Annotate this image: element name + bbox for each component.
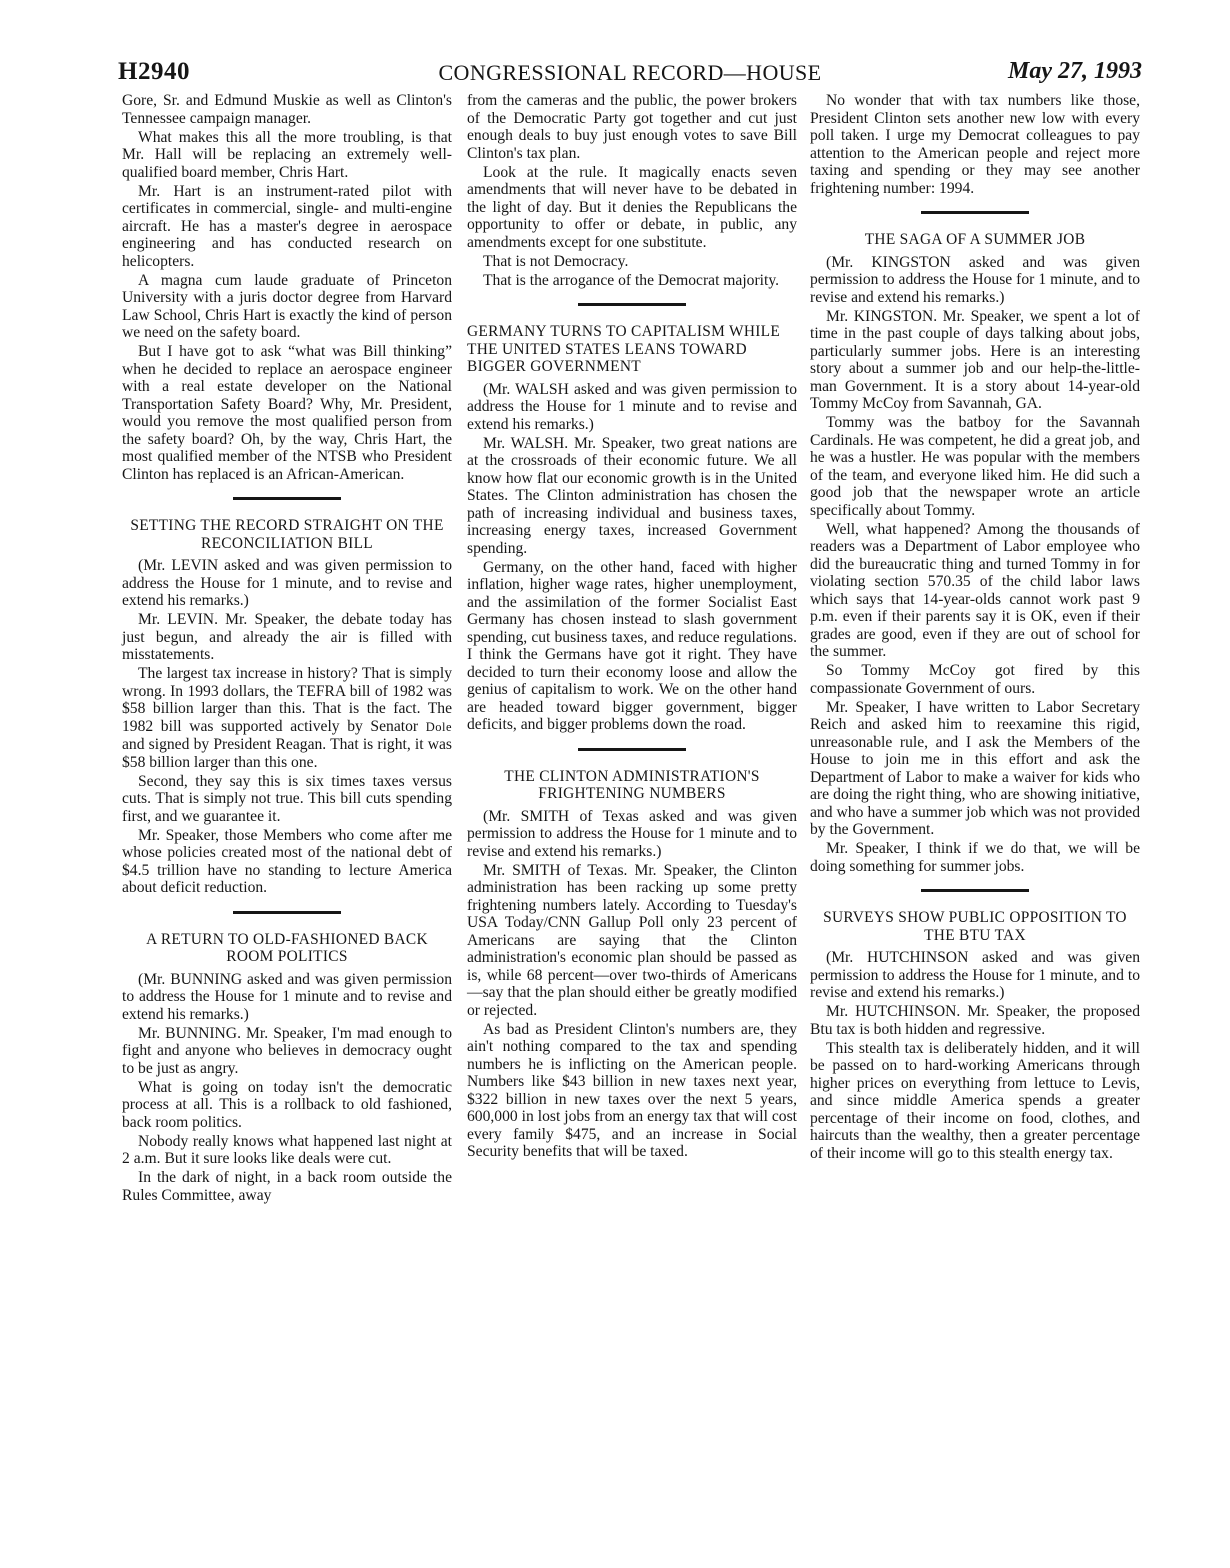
paragraph: In the dark of night, in a back room outside the Rules Committee, away bbox=[122, 1169, 452, 1204]
paragraph: Nobody really knows what happened last night at 2 a.m. But it sure looks like deals were cut. bbox=[122, 1132, 452, 1167]
page-header bbox=[118, 58, 1142, 88]
paragraph: That is not Democracy. bbox=[483, 252, 629, 270]
paragraph: (Mr. WALSH asked and was given permission to address the House for 1 minute and to revise and extend his remarks.) bbox=[467, 380, 797, 433]
paragraph: Look at the rule. It magically enacts seven amendments that will never have to be debated in the light of day. But it denies the Republicans the opportunity to offer or debate, in public, any amendments except for one substitute. bbox=[467, 163, 797, 251]
paragraph: Mr. KINGSTON. Mr. Speaker, we spent a lot of time in the past couple of days talking about jobs, particularly summer jobs. Here is an interesting story about a summer job and our help-the-little-man Government. It is a story about 14-year-old Tommy McCoy from Savannah, GA. bbox=[810, 307, 1140, 412]
section-heading: GERMANY TURNS TO CAPITALISM WHILE THE UNITED STATES LEANS TOWARD BIGGER GOVERNMENT bbox=[467, 323, 781, 375]
paragraph: Mr. WALSH. Mr. Speaker, two great nations are at the crossroads of their economic future. We all know how flat our economic growth is in the United States. The Clinton administration has chosen the path of increasing individual and business taxes, increasing energy taxes, increased Government spending. bbox=[467, 434, 797, 557]
paragraph: Mr. BUNNING. Mr. Speaker, I'm mad enough to fight and anyone who believes in democracy ought to be just as angry. bbox=[122, 1024, 452, 1077]
issue-date: May 27, 1993 bbox=[1008, 58, 1142, 84]
section-heading: THE CLINTON ADMINISTRATION'S FRIGHTENING NUMBERS bbox=[504, 767, 760, 802]
section-divider bbox=[578, 303, 686, 306]
paragraph: Well, what happened? Among the thousands of readers was a Department of Labor employee who did the bureaucratic thing and turned Tommy in for violating section 570.35 of the child labor laws which says that 14-year-olds cannot work past 9 p.m. even if their parents say it is OK, even if their grades are good, even if they are out of school for the summer. bbox=[810, 520, 1140, 660]
paragraph: What makes this all the more troubling, is that Mr. Hall will be replacing an extremely well-qualified board member, Chris Hart. bbox=[122, 128, 452, 181]
paragraph: This stealth tax is deliberately hidden, and it will be passed on to hard-working Americans through higher prices on everything from lettuce to Levis, and since middle America spends a greater percentage of their income on food, clothes, and haircuts than the wealthy, then a greater percentage of their income will go to this stealth energy tax. bbox=[810, 1039, 1140, 1162]
paragraph: What is going on today isn't the democratic process at all. This is a rollback to old fashioned, back room politics. bbox=[122, 1078, 452, 1131]
section-heading: SETTING THE RECORD STRAIGHT ON THE RECONCILIATION BILL bbox=[130, 517, 444, 552]
column-1 bbox=[122, 92, 452, 1206]
paragraph: (Mr. BUNNING asked and was given permission to address the House for 1 minute and to revise and extend his remarks.) bbox=[122, 970, 452, 1023]
paragraph: (Mr. KINGSTON asked and was given permission to address the House for 1 minute, and to revise and extend his remarks.) bbox=[810, 253, 1140, 306]
page-number: H2940 bbox=[118, 58, 190, 85]
section-heading: THE SAGA OF A SUMMER JOB bbox=[864, 231, 1086, 248]
paragraph bbox=[122, 665, 452, 771]
paragraph: Mr. Speaker, those Members who come after me whose policies created most of the national debt of $4.5 trillion have no standing to lecture America about deficit reduction. bbox=[122, 826, 452, 896]
column-2 bbox=[467, 92, 797, 1162]
section-heading: A RETURN TO OLD-FASHIONED BACK ROOM POLITICS bbox=[146, 930, 428, 965]
paragraph: Mr. Speaker, I think if we do that, we will be doing something for summer jobs. bbox=[810, 840, 1140, 875]
column-3 bbox=[810, 92, 1140, 1164]
paragraph: No wonder that with tax numbers like those, President Clinton sets another new low with every poll taken. I urge my Democrat colleagues to pay attention to the American people and reject more taxing and spending or they may see another frightening number: 1994. bbox=[810, 92, 1140, 197]
paragraph: So Tommy McCoy got fired by this compassionate Government of ours. bbox=[810, 662, 1140, 697]
paragraph: Germany, on the other hand, faced with higher inflation, higher wage rates, higher unemployment, and the assimilation of the former Socialist East Germany has chosen instead to slash government spending, cut business taxes, and reduce regulations. I think the Germans have got it right. They have decided to turn their economy loose and allow the genius of capitalism to work. We on the other hand are headed toward bigger government, bigger deficits, and bigger problems down the road. bbox=[467, 558, 797, 733]
text-run: The largest tax increase in history? That is simply wrong. In 1993 dollars, the TEFRA bill of 1982 was $58 billion larger than this. That is the fact. The 1982 bill was supported actively by Senator bbox=[122, 665, 452, 735]
section-heading: SURVEYS SHOW PUBLIC OPPOSITION TO THE BTU TAX bbox=[823, 909, 1127, 944]
paragraph: Second, they say this is six times taxes versus cuts. That is simply not true. This bill cuts spending first, and we guarantee it. bbox=[122, 772, 452, 825]
section-divider bbox=[578, 748, 686, 751]
paragraph: (Mr. HUTCHINSON asked and was given permission to address the House for 1 minute, and to revise and extend his remarks.) bbox=[810, 949, 1140, 1001]
paragraph: But I have got to ask “what was Bill thinking” when he decided to replace an aerospace engineer with a real estate developer on the National Transportation Safety Board? Why, Mr. President, would you remove the most qualified person from the safety board? Oh, by the way, Chris Hart, the most qualified member of the NTSB who President Clinton has replaced is an African-American. bbox=[122, 343, 452, 483]
senator-name: Dole bbox=[425, 719, 452, 734]
publication-title: CONGRESSIONAL RECORD—HOUSE bbox=[438, 60, 822, 85]
paragraph: Mr. LEVIN. Mr. Speaker, the debate today has just begun, and already the air is filled with misstatements. bbox=[122, 611, 452, 663]
paragraph: (Mr. SMITH of Texas asked and was given permission to address the House for 1 minute and to revise and extend his remarks.) bbox=[467, 807, 797, 860]
paragraph: As bad as President Clinton's numbers are, they ain't nothing compared to the tax and spending numbers he is inflicting on the American people. Numbers like $43 billion in new taxes next year, $322 billion in new taxes over the next 5 years, 600,000 in lost jobs from an energy tax that will cost every family $475, and an increase in Social Security benefits that will be taxed. bbox=[467, 1020, 797, 1160]
paragraph: Mr. Hart is an instrument-rated pilot with certificates in commercial, single- and multi-engine aircraft. He has a master's degree in aerospace engineering and has conducted research on helicopters. bbox=[122, 182, 452, 270]
paragraph: Mr. Speaker, I have written to Labor Secretary Reich and asked him to reexamine this rigid, unreasonable rule, and I ask the Members of the House to join me in this effort and ask the Department of Labor to make a waiver for kids who are doing the right thing, who are showing initiative, and who have a summer job which was not provided by the Government. bbox=[810, 698, 1140, 838]
paragraph: Mr. HUTCHINSON. Mr. Speaker, the proposed Btu tax is both hidden and regressive. bbox=[810, 1003, 1140, 1038]
paragraph: Gore, Sr. and Edmund Muskie as well as Clinton's Tennessee campaign manager. bbox=[122, 92, 452, 127]
paragraph: Mr. SMITH of Texas. Mr. Speaker, the Clinton administration has been racking up some pretty frightening numbers lately. According to Tuesday's USA Today/CNN Gallup Poll only 23 percent of Americans are saying that the Clinton administration's economic plan should be passed as is, while 68 percent—over two-thirds of Americans—say that the plan should either be greatly modified or rejected. bbox=[467, 861, 797, 1019]
paragraph: That is the arrogance of the Democrat majority. bbox=[483, 271, 780, 289]
paragraph: (Mr. LEVIN asked and was given permission to address the House for 1 minute, and to revise and extend his remarks.) bbox=[122, 557, 452, 609]
section-divider bbox=[233, 911, 341, 914]
section-divider bbox=[921, 889, 1029, 892]
section-divider bbox=[233, 497, 341, 500]
paragraph: Tommy was the batboy for the Savannah Cardinals. He was competent, he did a great job, and he was a hustler. He was popular with the members of the team, and everyone liked him. He did such a good job that the newspaper wrote an article specifically about Tommy. bbox=[810, 414, 1140, 519]
text-run: and signed by President Reagan. That is right, it was $58 billion larger than this one. bbox=[122, 736, 452, 771]
paragraph: from the cameras and the public, the power brokers of the Democratic Party got together and cut just enough deals to buy just enough votes to save Bill Clinton's tax plan. bbox=[467, 92, 797, 162]
section-divider bbox=[921, 211, 1029, 214]
paragraph: A magna cum laude graduate of Princeton University with a juris doctor degree from Harvard Law School, Chris Hart is exactly the kind of person we need on the safety board. bbox=[122, 271, 452, 341]
